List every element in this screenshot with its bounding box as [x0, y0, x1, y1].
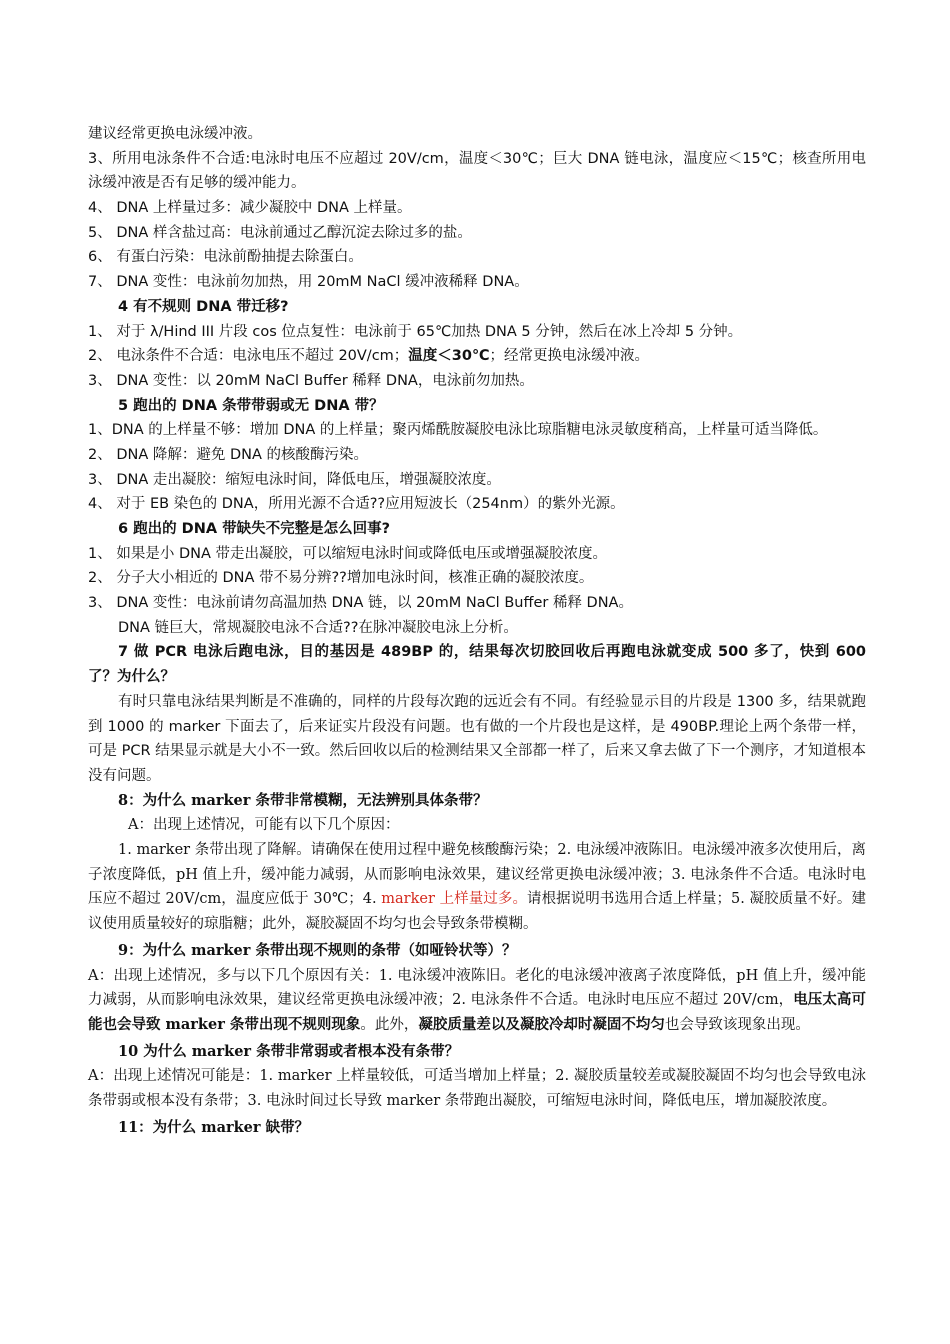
list-item: 3、所用电泳条件不合适:电泳时电压不应超过 20V/cm，温度＜30℃；巨大 DNA 链电泳，温度应＜15℃；核查所用电泳缓冲液是否有足够的缓冲能力。	[88, 150, 866, 192]
list-item: 3、 DNA 走出凝胶：缩短电泳时间，降低电压，增强凝胶浓度。	[88, 471, 501, 488]
list-item: 4、 DNA 上样量过多：减少凝胶中 DNA 上样量。	[88, 200, 412, 217]
section-heading-6: 6 跑出的 DNA 带缺失不完整是怎么回事?	[118, 521, 391, 538]
section-heading-8: 8：为什么 marker 条带非常模糊，无法辨别具体条带？	[118, 791, 488, 809]
list-item: 1、DNA 的上样量不够：增加 DNA 的上样量；聚丙烯酰胺凝胶电泳比琼脂糖电泳灵敏度稍高，上样量可适当降低。	[88, 422, 828, 439]
section-heading-7: 7 做 PCR 电泳后跑电泳，目的基因是 489BP 的，结果每次切胶回收后再跑电泳就变成 500 多了，快到 600 了？为什么？	[88, 644, 866, 686]
text-span: 也会导致该现象出现。	[664, 1016, 810, 1033]
section-heading-9: 9：为什么 marker 条带出现不规则的条带（如哑铃状等）？	[118, 941, 517, 959]
bold-span: 电压太高可能也会导致 marker 条带出现不规则现象	[88, 991, 867, 1033]
paragraph: 建议经常更换电泳缓冲液。	[88, 126, 262, 142]
text-span: 1. marker 条带出现了降解。请确保在使用过程中避免核酸酶污染；2. 电泳缓冲液陈旧。电泳缓冲液多次使用后，离子浓度降低，pH 值上升，缓冲能力减弱，从而影响电泳效果，建议经常更换电泳缓冲液；3. 电泳条件不合适。电泳时电压应不超过 20V/cm，温度应低于 30℃；4.	[88, 842, 866, 908]
document-body	[88, 122, 866, 1140]
list-item: 1、 对于 λ/Hind III 片段 cos 位点复性：电泳前于 65℃加热 DNA 5 分钟，然后在冰上冷却 5 分钟。	[88, 323, 743, 340]
list-item: 3、 DNA 变性：电泳前请勿高温加热 DNA 链，以 20mM NaCl Buffer 稀释 DNA。	[88, 595, 633, 612]
section-heading-10: 10 为什么 marker 条带非常弱或者根本没有条带？	[118, 1042, 460, 1060]
list-item: 2、 分子大小相近的 DNA 带不易分辨??增加电泳时间，核准正确的凝胶浓度。	[88, 570, 594, 587]
answer-intro: A：出现上述情况，可能有以下几个原因：	[128, 817, 400, 834]
bold-span: 温度＜30℃	[408, 348, 490, 365]
list-item: 6、 有蛋白污染：电泳前酚抽提去除蛋白。	[88, 249, 363, 266]
list-item: 2、 DNA 降解：避免 DNA 的核酸酶污染。	[88, 446, 369, 463]
section-heading-5: 5 跑出的 DNA 条带带弱或无 DNA 带？	[118, 397, 384, 414]
highlight-span: marker 上样量过多。	[381, 891, 528, 908]
list-item: 3、 DNA 变性：以 20mM NaCl Buffer 稀释 DNA，电泳前勿加热。	[88, 372, 534, 389]
text-span: A：出现上述情况，多与以下几个原因有关：1. 电泳缓冲液陈旧。老化的电泳缓冲液离子浓度降低，pH 值上升，缓冲能力减弱，从而影响电泳效果，建议经常更换电泳缓冲液；2. 电泳条件不合适。电泳时电压应不超过 20V/cm，	[88, 967, 866, 1009]
list-item: 5、 DNA 样含盐过高：电泳前通过乙醇沉淀去除过多的盐。	[88, 224, 472, 241]
paragraph: DNA 链巨大，常规凝胶电泳不合适??在脉冲凝胶电泳上分析。	[118, 619, 518, 636]
text-span: ；经常更换电泳缓冲液。	[489, 348, 650, 365]
list-item	[88, 344, 866, 369]
list-item: 4、 对于 EB 染色的 DNA，所用光源不合适??应用短波长（254nm）的紫外光源。	[88, 496, 625, 513]
paragraph: A：出现上述情况可能是：1. marker 上样量较低，可适当增加上样量；2. 凝胶质量较差或凝胶凝固不均匀也会导致电泳条带弱或根本没有条带；3. 电泳时间过长导致 marker 条带跑出凝胶，可缩短电泳时间，降低电压，增加凝胶浓度。	[88, 1068, 866, 1110]
paragraph	[88, 964, 866, 1038]
bold-span: 凝胶质量差以及凝胶冷却时凝固不均匀	[418, 1015, 665, 1033]
paragraph	[88, 838, 866, 937]
section-heading-11: 11：为什么 marker 缺带？	[118, 1118, 310, 1136]
text-span: 。此外，	[360, 1016, 419, 1033]
list-item: 7、 DNA 变性：电泳前勿加热，用 20mM NaCl 缓冲液稀释 DNA。	[88, 274, 529, 291]
text-span: 请根据说明书选用合适上样量；5. 凝胶质量不好。建议使用质量较好的琼脂糖；此外，凝胶凝固不均匀也会导致条带模糊。	[88, 891, 866, 933]
section-heading-4: 4 有不规则 DNA 带迁移?	[118, 298, 289, 315]
list-item: 1、 如果是小 DNA 带走出凝胶，可以缩短电泳时间或降低电压或增强凝胶浓度。	[88, 545, 607, 562]
paragraph: 有时只靠电泳结果判断是不准确的，同样的片段每次跑的远近会有不同。有经验显示目的片段是 1300 多，结果就跑到 1000 的 marker 下面去了，后来证实片段没有问题。也有做的一个片段也是这样，是 490BP.理论上两个条带一样，可是 PCR 结果显示就是大小不一致。然后回收以后的检测结果又全部都一样了，后来又拿去做了下一个测序，才知道根本没有问题。	[88, 693, 866, 784]
text-span: 2、 电泳条件不合适：电泳电压不超过 20V/cm；	[88, 348, 409, 365]
